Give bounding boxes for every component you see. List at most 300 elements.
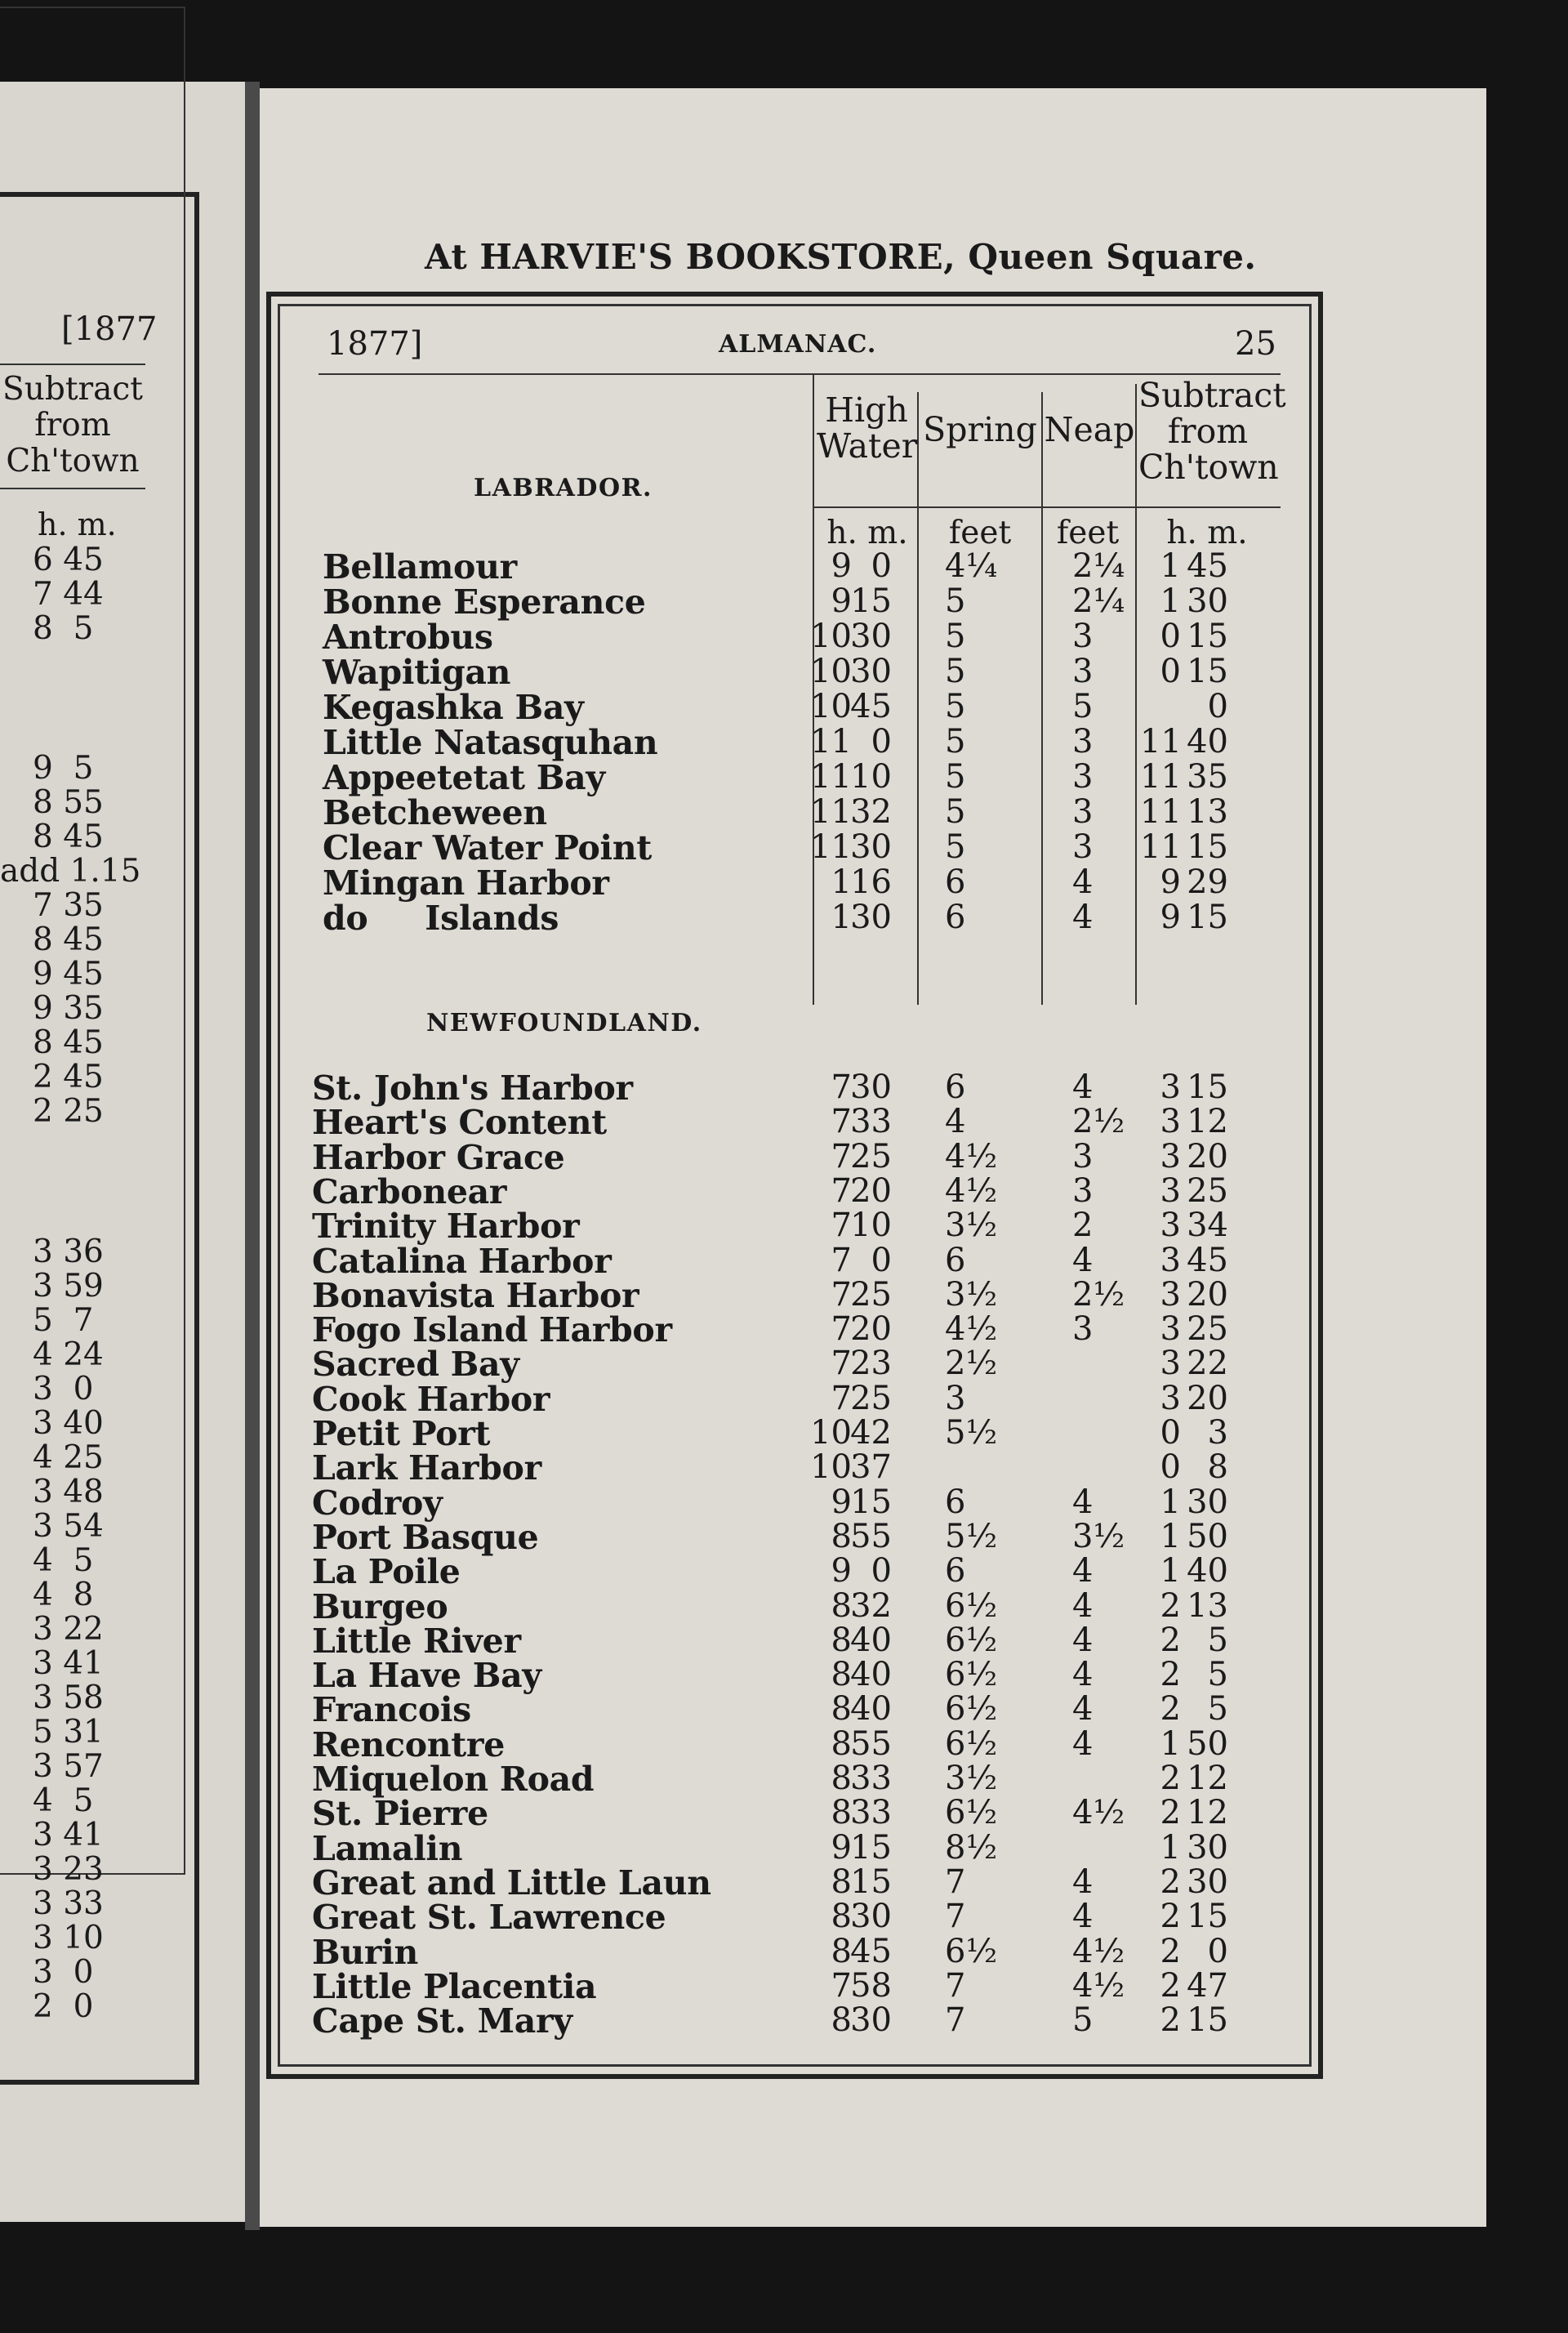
cell-sub-h: 3 [1160,1068,1181,1106]
cell-hw-h: 7 [831,1207,852,1244]
cell-spring: 5 [945,758,966,796]
left-subtract-value: 3 41 [33,1645,104,1682]
cell-hw-h: 11 [810,793,852,831]
cell-sub-m: 12 [1187,1103,1228,1140]
cell-hw-m: 30 [850,653,892,690]
cell-hw-m: 23 [850,1345,892,1382]
cell-hw-m: 15 [850,1483,892,1521]
cell-sub-m: 13 [1187,793,1228,831]
cell-hw-m: 45 [850,688,892,725]
left-subtract-value: 9 35 [33,990,104,1027]
left-subtract-value: 3 40 [33,1405,104,1442]
cell-sub-m: 20 [1187,1138,1228,1175]
place-name: Heart's Content [312,1103,607,1142]
left-subtract-value: 3 58 [33,1679,104,1716]
cell-spring: 5½ [945,1414,998,1452]
place-name: Francois [312,1690,471,1729]
cell-hw-m: 30 [850,1068,892,1106]
left-subtract-value: 8 45 [33,1024,104,1061]
place-name: Wapitigan [323,653,511,692]
header-rule [318,373,1281,375]
place-name: Burgeo [312,1587,448,1626]
cell-hw-m: 30 [850,618,892,655]
cell-sub-m: 40 [1187,1552,1228,1590]
cell-sub-h: 9 [1160,899,1181,936]
subtract-units: h. m. [1166,515,1248,551]
cell-sub-h: 11 [1140,723,1182,761]
cell-sub-h: 2 [1160,1794,1181,1831]
left-subtract-value: 3 23 [33,1851,104,1888]
place-name: Bellamour [323,547,517,587]
spring-header: Spring [923,410,1037,449]
place-name: Kegashka Bay [323,688,584,727]
place-name: Miquelon Road [312,1760,595,1799]
cell-sub-m: 40 [1187,723,1228,761]
cell-sub-h: 3 [1160,1138,1181,1175]
neap-header: Neap [1044,410,1135,449]
cell-sub-h: 3 [1160,1276,1181,1314]
cell-sub-h: 11 [1140,828,1182,866]
cell-spring: 5½ [945,1518,998,1555]
cell-hw-h: 7 [831,1276,852,1314]
cell-sub-m: 30 [1187,1863,1228,1901]
left-subtract-value: 2 25 [33,1093,104,1130]
cell-neap: 3 [1072,653,1094,690]
cell-sub-m: 47 [1187,1967,1228,2005]
cell-sub-h: 2 [1160,1622,1181,1659]
cell-hw-h: 11 [810,758,852,796]
cell-sub-m: 8 [1207,1448,1228,1486]
left-subtract-value: 3 36 [33,1233,104,1270]
cell-hw-h: 10 [810,1448,852,1486]
cell-hw-h: 7 [831,1172,852,1210]
place-name: Little Placentia [312,1967,597,2006]
place-name: St. Pierre [312,1794,488,1833]
cell-spring: 6½ [945,1794,998,1831]
units-rule [813,506,1281,508]
cell-hw-h: 8 [831,1898,852,1935]
cell-sub-m: 12 [1187,1794,1228,1831]
place-name: Harbor Grace [312,1138,565,1177]
cell-sub-m: 15 [1187,653,1228,690]
cell-hw-h: 9 [831,1552,852,1590]
cell-sub-h: 11 [1140,793,1182,831]
left-subtract-value: 3 22 [33,1611,104,1648]
cell-hw-h: 10 [810,1414,852,1452]
cell-hw-h: 7 [831,1068,852,1106]
cell-sub-h: 2 [1160,2001,1181,2039]
left-subtract-value: 3 54 [33,1508,104,1545]
cell-hw-m: 55 [850,1725,892,1763]
cell-sub-h: 1 [1160,547,1181,585]
cell-sub-h: 1 [1160,582,1181,620]
cell-neap: 2½ [1072,1276,1125,1314]
cell-spring: 5 [945,618,966,655]
cell-spring: 6 [945,899,966,936]
cell-hw-m: 20 [850,1172,892,1210]
cell-sub-h: 3 [1160,1242,1181,1279]
cell-hw-h: 7 [831,1138,852,1175]
cell-hw-m: 16 [850,863,892,901]
cell-sub-h: 3 [1160,1310,1181,1348]
cell-hw-m: 55 [850,1518,892,1555]
cell-neap: 5 [1072,688,1094,725]
cell-hw-h: 8 [831,1725,852,1763]
cell-neap: 3 [1072,758,1094,796]
cell-neap: 3 [1072,1138,1094,1175]
cell-hw-m: 30 [850,2001,892,2039]
cell-spring: 7 [945,1898,966,1935]
cell-sub-h: 0 [1160,1448,1181,1486]
column-divider-2 [917,392,919,1005]
high-water-header: High Water [817,390,918,466]
cell-hw-m: 15 [850,1863,892,1901]
cell-spring: 3 [945,1380,966,1417]
left-subtract-value: 9 5 [33,750,94,787]
left-subtract-value: 4 25 [33,1439,104,1476]
cell-neap: 3 [1072,1310,1094,1348]
cell-hw-h: 11 [810,723,852,761]
cell-sub-m: 15 [1187,1068,1228,1106]
left-subtract-header: Subtract from Ch'town [0,364,145,489]
cell-neap: 2 [1072,1207,1094,1244]
cell-neap: 4 [1072,1622,1094,1659]
place-name: Catalina Harbor [312,1242,612,1281]
book-gutter [245,82,260,2230]
cell-hw-h: 7 [831,1103,852,1140]
cell-neap: 4 [1072,1656,1094,1693]
cell-neap: 2½ [1072,1103,1125,1140]
cell-neap: 2¼ [1072,582,1125,620]
cell-sub-m: 29 [1187,863,1228,901]
cell-spring: 4 [945,1103,966,1140]
cell-hw-h: 8 [831,1518,852,1555]
cell-spring: 5 [945,582,966,620]
cell-sub-h: 2 [1160,1967,1181,2005]
cell-sub-h: 2 [1160,1587,1181,1625]
cell-hw-h: 9 [831,582,852,620]
cell-spring: 6½ [945,1622,998,1659]
cell-sub-m: 20 [1187,1276,1228,1314]
cell-neap: 4 [1072,1242,1094,1279]
cell-hw-m: 40 [850,1690,892,1728]
cell-sub-m: 20 [1187,1380,1228,1417]
cell-sub-h: 1 [1160,1483,1181,1521]
cell-neap: 3 [1072,618,1094,655]
cell-hw-m: 0 [871,547,892,585]
spring-units: feet [948,515,1012,551]
left-subtract-value: 7 44 [33,576,104,613]
cell-spring: 7 [945,1863,966,1901]
left-subtract-value: 5 7 [33,1302,94,1339]
place-name: Antrobus [323,618,493,657]
left-page-year: [1877 [61,310,158,348]
cell-sub-h: 1 [1160,1829,1181,1867]
place-name: Lark Harbor [312,1448,541,1488]
left-subtract-value: 4 24 [33,1336,104,1373]
cell-spring: 8½ [945,1829,998,1867]
cell-spring: 6 [945,863,966,901]
cell-hw-h: 11 [810,828,852,866]
left-subtract-value: 2 45 [33,1059,104,1095]
cell-spring: 3½ [945,1760,998,1797]
place-name: Port Basque [312,1518,539,1557]
cell-neap: 4 [1072,1898,1094,1935]
column-divider-3 [1041,392,1043,1005]
cell-spring: 4½ [945,1172,998,1210]
cell-spring: 6 [945,1483,966,1521]
cell-hw-m: 32 [850,1587,892,1625]
cell-neap: 3 [1072,1172,1094,1210]
cell-sub-m: 5 [1207,1656,1228,1693]
cell-sub-m: 12 [1187,1760,1228,1797]
cell-spring: 2½ [945,1345,998,1382]
place-name: St. John's Harbor [312,1068,633,1108]
cell-sub-m: 25 [1187,1172,1228,1210]
cell-spring: 6 [945,1552,966,1590]
cell-spring: 3½ [945,1276,998,1314]
left-subtract-value: 4 5 [33,1782,94,1819]
cell-spring: 6 [945,1068,966,1106]
cell-sub-m: 45 [1187,1242,1228,1279]
cell-sub-h: 0 [1160,653,1181,690]
left-subtract-value: 8 45 [33,921,104,958]
bookstore-heading: At HARVIE'S BOOKSTORE, Queen Square. [425,237,1257,277]
cell-spring: 6½ [945,1933,998,1970]
place-name: Trinity Harbor [312,1207,580,1246]
left-subtract-value: 4 8 [33,1577,94,1613]
cell-hw-h: 10 [810,688,852,725]
left-subtract-value: 9 45 [33,956,104,993]
cell-hw-m: 25 [850,1380,892,1417]
cell-sub-h: 2 [1160,1898,1181,1935]
cell-hw-m: 15 [850,1829,892,1867]
cell-spring: 5 [945,688,966,725]
cell-hw-h: 7 [831,1242,852,1279]
cell-neap: 5 [1072,2001,1094,2039]
cell-sub-m: 5 [1207,1690,1228,1728]
cell-hw-m: 30 [850,899,892,936]
place-name: Little Natasquhan [323,723,658,762]
cell-hw-h: 7 [831,1380,852,1417]
cell-sub-m: 3 [1207,1414,1228,1452]
cell-hw-h: 8 [831,1863,852,1901]
left-subtract-value: 3 57 [33,1748,104,1785]
cell-hw-m: 40 [850,1622,892,1659]
cell-sub-h: 1 [1160,1725,1181,1763]
place-name: Rencontre [312,1725,506,1764]
cell-sub-m: 25 [1187,1310,1228,1348]
cell-hw-m: 37 [850,1448,892,1486]
left-subtract-value: 2 0 [33,1988,94,2025]
cell-hw-m: 0 [871,723,892,761]
cell-hw-h: 1 [831,863,852,901]
cell-neap: 4 [1072,1483,1094,1521]
cell-hw-h: 9 [831,1829,852,1867]
place-name: Burin [312,1933,418,1972]
cell-sub-h: 2 [1160,1933,1181,1970]
place-name: La Have Bay [312,1656,541,1695]
cell-sub-h: 3 [1160,1380,1181,1417]
cell-hw-m: 45 [850,1933,892,1970]
cell-hw-m: 25 [850,1138,892,1175]
cell-spring: 7 [945,1967,966,2005]
cell-spring: 6½ [945,1656,998,1693]
place-name: Lamalin [312,1829,463,1868]
cell-hw-h: 8 [831,1933,852,1970]
cell-sub-h: 3 [1160,1103,1181,1140]
cell-hw-m: 30 [850,828,892,866]
left-subtract-value: 3 10 [33,1920,104,1956]
cell-hw-h: 9 [831,1483,852,1521]
place-name: Cook Harbor [312,1380,550,1419]
cell-hw-m: 58 [850,1967,892,2005]
cell-neap: 4 [1072,899,1094,936]
cell-neap: 4½ [1072,1933,1125,1970]
cell-sub-m: 15 [1187,899,1228,936]
cell-sub-m: 35 [1187,758,1228,796]
cell-hw-m: 30 [850,1898,892,1935]
left-subtract-value: 8 45 [33,819,104,855]
cell-spring: 4½ [945,1310,998,1348]
left-subtract-value: 3 41 [33,1817,104,1853]
cell-hw-m: 10 [850,758,892,796]
cell-hw-m: 33 [850,1794,892,1831]
cell-spring: 5 [945,653,966,690]
cell-hw-h: 8 [831,1794,852,1831]
cell-hw-h: 8 [831,1656,852,1693]
cell-sub-h: 3 [1160,1172,1181,1210]
cell-hw-h: 10 [810,618,852,655]
cell-sub-m: 50 [1187,1518,1228,1555]
place-name: Appeetetat Bay [323,758,605,797]
place-name: Bonavista Harbor [312,1276,639,1315]
cell-neap: 4 [1072,1725,1094,1763]
cell-hw-m: 20 [850,1310,892,1348]
cell-hw-h: 8 [831,2001,852,2039]
place-name: Codroy [312,1483,443,1523]
cell-sub-h: 1 [1160,1552,1181,1590]
cell-sub-m: 30 [1187,582,1228,620]
left-units: h. m. [38,506,117,542]
cell-neap: 4 [1072,863,1094,901]
cell-hw-h: 7 [831,1345,852,1382]
place-name: Betcheween [323,793,547,832]
place-name: La Poile [312,1552,461,1591]
cell-hw-h: 1 [831,899,852,936]
left-subtract-value: 8 5 [33,610,94,647]
place-name: Fogo Island Harbor [312,1310,672,1349]
cell-spring: 3½ [945,1207,998,1244]
cell-neap: 3½ [1072,1518,1125,1555]
place-name: Carbonear [312,1172,507,1211]
place-name: do Islands [323,899,559,938]
cell-neap: 4½ [1072,1794,1125,1831]
place-name: Great and Little Laun [312,1863,711,1903]
place-name: Sacred Bay [312,1345,519,1384]
cell-sub-m: 50 [1187,1725,1228,1763]
cell-sub-m: 15 [1187,828,1228,866]
cell-spring: 7 [945,2001,966,2039]
cell-neap: 4 [1072,1587,1094,1625]
section-title: NEWFOUNDLAND. [426,1009,702,1037]
cell-sub-m: 15 [1187,2001,1228,2039]
place-name: Bonne Esperance [323,582,646,622]
subtract-header: Subtract from Ch'town [1138,376,1286,487]
place-name: Great St. Lawrence [312,1898,666,1937]
cell-spring: 6½ [945,1690,998,1728]
left-subtract-value: 5 31 [33,1714,104,1751]
cell-sub-m: 15 [1187,1898,1228,1935]
cell-hw-m: 32 [850,793,892,831]
cell-neap: 4 [1072,1552,1094,1590]
cell-neap: 4½ [1072,1967,1125,2005]
page-year: 1877] [327,325,423,363]
cell-hw-h: 10 [810,653,852,690]
place-name: Petit Port [312,1414,491,1453]
cell-spring: 5 [945,793,966,831]
cell-sub-h: 3 [1160,1207,1181,1244]
cell-sub-m: 0 [1207,688,1228,725]
left-subtract-value: add 1.15 [0,853,141,890]
place-name: Little River [312,1622,521,1661]
cell-neap: 3 [1072,793,1094,831]
cell-spring: 4¼ [945,547,998,585]
cell-hw-m: 33 [850,1103,892,1140]
cell-sub-h: 9 [1160,863,1181,901]
place-name: Clear Water Point [323,828,652,868]
cell-hw-m: 33 [850,1760,892,1797]
left-subtract-value: 3 0 [33,1371,94,1407]
left-subtract-value: 3 33 [33,1885,104,1922]
left-subtract-value: 8 55 [33,784,104,821]
cell-sub-m: 15 [1187,618,1228,655]
cell-hw-h: 8 [831,1760,852,1797]
cell-neap: 3 [1072,828,1094,866]
cell-sub-h: 2 [1160,1690,1181,1728]
cell-spring: 5 [945,828,966,866]
cell-neap: 2¼ [1072,547,1125,585]
cell-hw-h: 8 [831,1587,852,1625]
cell-neap: 4 [1072,1690,1094,1728]
left-subtract-value: 6 45 [33,542,104,578]
cell-sub-h: 1 [1160,1518,1181,1555]
page-number: 25 [1235,325,1276,363]
left-subtract-value: 7 35 [33,887,104,924]
cell-sub-h: 0 [1160,618,1181,655]
cell-hw-h: 9 [831,547,852,585]
cell-sub-m: 30 [1187,1829,1228,1867]
cell-neap: 4 [1072,1068,1094,1106]
cell-hw-m: 0 [871,1242,892,1279]
cell-sub-h: 2 [1160,1760,1181,1797]
cell-sub-m: 34 [1187,1207,1228,1244]
left-subtract-value: 3 59 [33,1268,104,1305]
cell-sub-h: 2 [1160,1656,1181,1693]
cell-spring: 5 [945,723,966,761]
cell-sub-m: 45 [1187,547,1228,585]
cell-hw-m: 10 [850,1207,892,1244]
cell-sub-m: 30 [1187,1483,1228,1521]
cell-sub-m: 0 [1207,1933,1228,1970]
left-subtract-value: 3 0 [33,1954,94,1991]
cell-hw-m: 0 [871,1552,892,1590]
cell-sub-m: 13 [1187,1587,1228,1625]
cell-spring: 6½ [945,1587,998,1625]
cell-spring: 4½ [945,1138,998,1175]
left-subtract-value: 3 48 [33,1474,104,1510]
cell-hw-m: 15 [850,582,892,620]
